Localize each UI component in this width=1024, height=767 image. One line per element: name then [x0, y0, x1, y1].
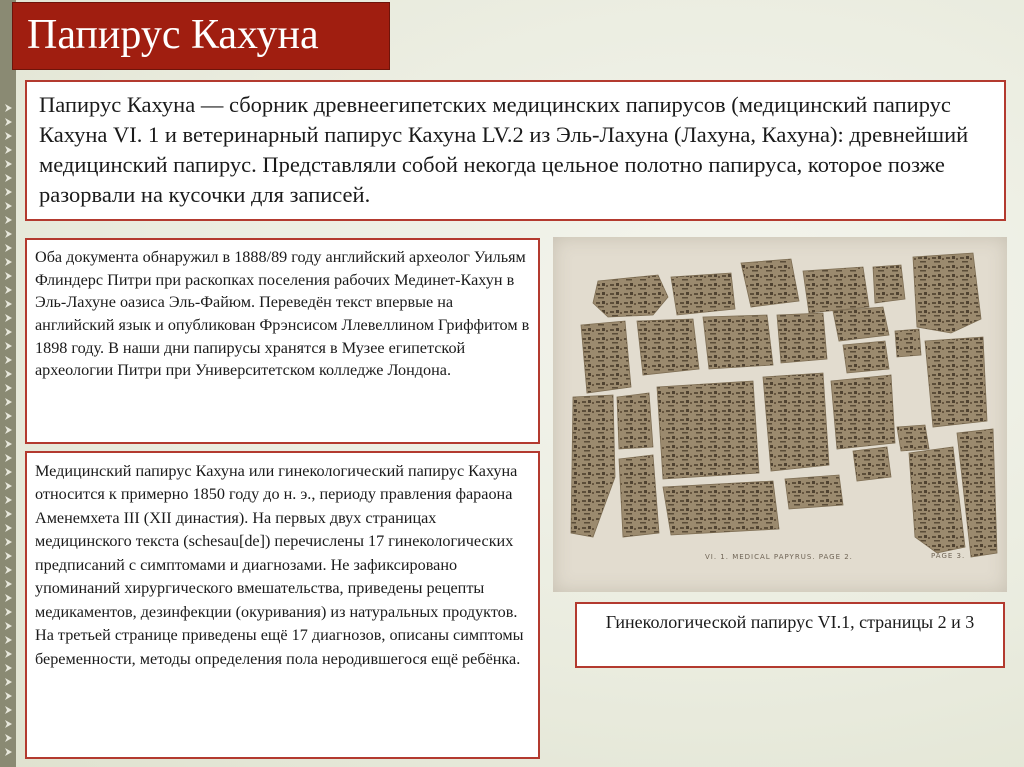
- arrow-icon: [4, 356, 13, 364]
- arrow-icon: [4, 146, 13, 154]
- arrow-icon: [4, 244, 13, 252]
- arrow-icon: [4, 160, 13, 168]
- page-title: Папирус Кахуна: [27, 12, 319, 58]
- arrow-icon: [4, 300, 13, 308]
- arrow-icon: [4, 510, 13, 518]
- arrow-icon: [4, 538, 13, 546]
- arrow-icon: [4, 440, 13, 448]
- arrow-icon: [4, 230, 13, 238]
- arrow-icon: [4, 496, 13, 504]
- arrow-icon: [4, 314, 13, 322]
- arrow-icon: [4, 258, 13, 266]
- arrow-icon: [4, 202, 13, 210]
- arrow-icon: [4, 216, 13, 224]
- arrow-icon: [4, 706, 13, 714]
- arrow-icon: [4, 412, 13, 420]
- arrow-icon: [4, 370, 13, 378]
- intro-text-box: [25, 80, 1006, 221]
- arrow-icon: [4, 622, 13, 630]
- arrow-icon: [4, 342, 13, 350]
- arrow-icon: [4, 650, 13, 658]
- arrow-icon: [4, 272, 13, 280]
- arrow-icon: [4, 636, 13, 644]
- arrow-icon: [4, 720, 13, 728]
- arrow-icon: [4, 580, 13, 588]
- arrow-icon: [4, 328, 13, 336]
- arrow-icon: [4, 734, 13, 742]
- arrow-icon: [4, 594, 13, 602]
- arrow-icon: [4, 454, 13, 462]
- papyrus-fragments-illustration: [553, 237, 1007, 592]
- arrow-icon: [4, 482, 13, 490]
- discovery-text: Оба документа обнаружил в 1888/89 году английский археолог Уильям Флиндерс Питри при раскопках поселения рабочих Мединет-Кахун в Эль-Лахуне оазиса Эль-Файюм. Переведён текст впервые на английский язык и опубликован Фрэнсисом Ллевеллином Гриффитом в 1898 году. В наши дни папирусы хранятся в Музее египетской археологии Питри при Университетском колледже Лондона.: [35, 248, 530, 380]
- arrow-icon: [4, 118, 13, 126]
- arrow-icon: [4, 692, 13, 700]
- arrow-icon: [4, 398, 13, 406]
- arrow-icon: [4, 132, 13, 140]
- arrow-icon: [4, 608, 13, 616]
- arrow-icon: [4, 174, 13, 182]
- arrow-icon: [4, 384, 13, 392]
- arrow-icon: [4, 524, 13, 532]
- medical-text: Медицинский папирус Кахуна или гинекологический папирус Кахуна относится к примерно 1850 году до н. э., периоду правления фараона Аменемхета III (XII династия). На первых двух страницах медицинского текста (schesau[de]) перечислены 17 гинекологических предписаний с симптомами и диагнозами. Не зафиксировано упоминаний хирургического вмешательства, приведены рецепты медикаментов, дезинфекции (окуривания) из натуральных продуктов. На третьей странице приведены ещё 17 диагнозов, описаны симптомы беременности, методы определения пола неродившегося ещё ребёнка.: [35, 462, 524, 668]
- arrow-icon: [4, 678, 13, 686]
- title-box: [12, 2, 390, 70]
- medical-text-box: [25, 451, 540, 759]
- arrow-icon: [4, 286, 13, 294]
- arrow-icon: [4, 566, 13, 574]
- intro-text: Папирус Кахуна — сборник древнеегипетских медицинских папирусов (медицинский папирус Кахуна VI. 1 и ветеринарный папирус Кахуна LV.2 из Эль-Лахуна (Лахуна, Кахуна): древнейший медицинский папирус. Представляли собой некогда цельное полотно папируса, которое позже разорвали на кусочки для записей.: [39, 92, 969, 207]
- papyrus-photo: [553, 237, 1007, 592]
- image-caption: Гинекологической папирус VI.1, страницы 2 и 3: [605, 612, 975, 632]
- arrow-icon: [4, 104, 13, 112]
- arrow-icon: [4, 664, 13, 672]
- discovery-text-box: [25, 238, 540, 444]
- image-caption-box: [575, 602, 1005, 668]
- arrow-icon: [4, 748, 13, 756]
- arrow-icon: [4, 188, 13, 196]
- arrow-icon: [4, 468, 13, 476]
- arrow-icon: [4, 552, 13, 560]
- photo-caption-left: VI. 1. MEDICAL PAPYRUS. PAGE 2.: [705, 553, 853, 561]
- photo-caption-right: PAGE 3.: [931, 552, 966, 560]
- arrow-icon: [4, 426, 13, 434]
